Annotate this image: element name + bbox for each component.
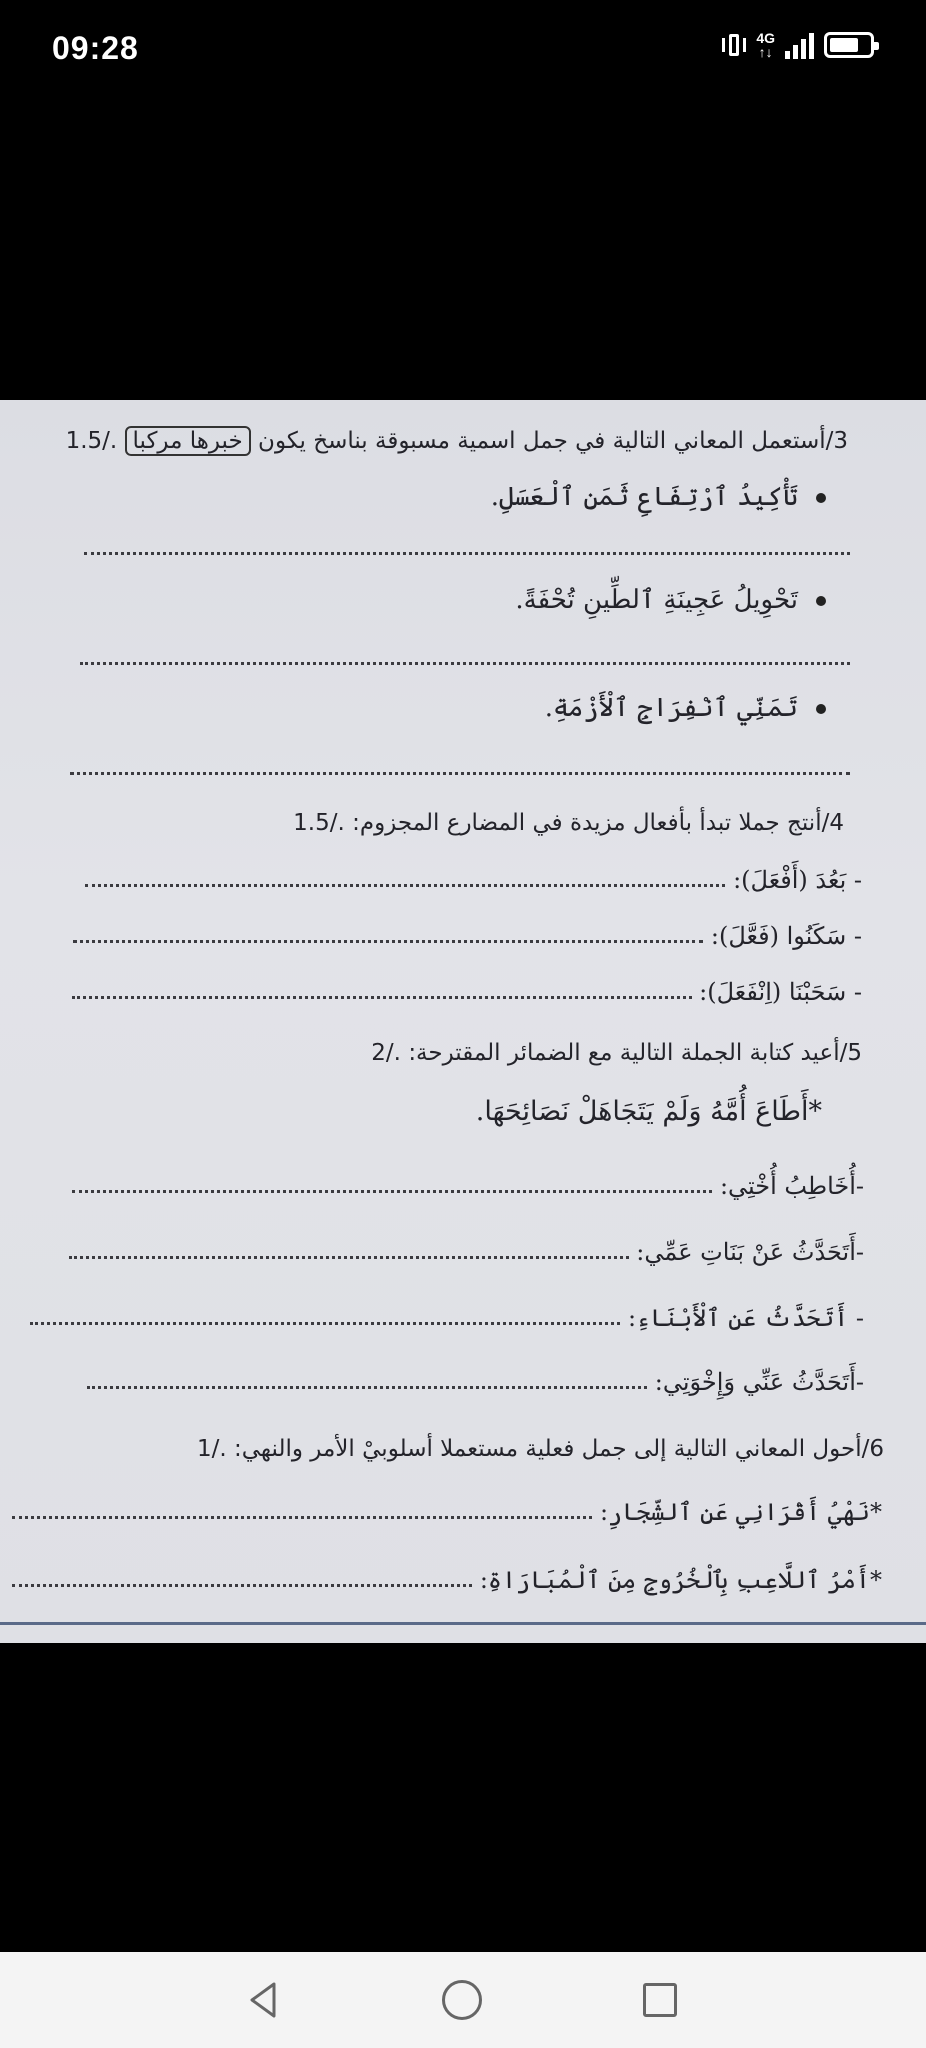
question-3-highlight: خبرها مركبا [125, 426, 251, 456]
q6-item-2 [20, 1566, 882, 1594]
home-icon [442, 1980, 482, 2020]
clock: 09:28 [52, 30, 139, 66]
q5-item-2 [40, 1238, 864, 1266]
q3-item-3 [40, 693, 826, 723]
bullet-icon [816, 596, 826, 606]
answer-line [12, 1577, 472, 1587]
q6-item-2-text: *أَمْرُ ٱللَّاعِبِ بِٱلْخُرُوجِ مِنَ ٱلْمُبَارَاةِ: [479, 1566, 882, 1594]
q3-item-1-text: تَأْكِيدُ ٱرْتِفَاعِ ثَمَنِ ٱلْعَسَلِ. [490, 482, 798, 512]
answer-line [84, 552, 850, 555]
q5-item-3-text: - أَتَحَدَّثُ عَنِ ٱلْأَبْنَاءِ: [628, 1304, 864, 1332]
signal-icon [785, 31, 814, 59]
q4-item-1 [64, 866, 862, 894]
answer-line [12, 1509, 592, 1519]
navigation-bar [0, 1952, 926, 2048]
vibrate-icon [722, 30, 746, 60]
answer-line [72, 1183, 712, 1193]
q5-item-4-text: -أَتَحَدَّثُ عَنِّي وَإِخْوَتِي: [654, 1368, 864, 1396]
question-3-header [65, 428, 848, 454]
q5-item-4 [44, 1368, 864, 1396]
q5-item-1-text: -أُخَاطِبُ أُخْتِي: [719, 1172, 864, 1200]
answer-line [85, 877, 725, 887]
answer-line [30, 1315, 620, 1325]
q5-item-1 [46, 1172, 864, 1200]
question-4-title: 4/أنتج جملا تبدأ بأفعال مزيدة في المضارع المجزوم: [352, 810, 844, 836]
home-button[interactable] [438, 1976, 486, 2024]
q5-sentence: *أَطَاعَ أُمَّهُ وَلَمْ يَتَجَاهَلْ نَصَائِحَهَا. [475, 1096, 822, 1127]
q3-item-2 [40, 585, 826, 615]
bullet-icon [816, 704, 826, 714]
recents-button[interactable] [636, 1976, 684, 2024]
status-icons [722, 30, 874, 60]
back-button[interactable] [240, 1976, 288, 2024]
q4-item-3 [64, 978, 862, 1006]
q3-item-3-text: تَمَنِّي ٱنْفِرَاجِ ٱلْأَزْمَةِ. [544, 693, 798, 723]
answer-line [80, 662, 850, 665]
question-5-header [320, 1040, 862, 1066]
question-5-score: 2/. [371, 1040, 401, 1066]
network-arrows: ↑↓ [758, 44, 773, 60]
page-edge-rule [0, 1622, 926, 1625]
back-icon [240, 1976, 288, 2024]
network-type [756, 31, 775, 59]
question-6-title: 6/أحول المعاني التالية إلى جمل فعلية مستعملا أسلوبيْ الأمر والنهي: [234, 1436, 884, 1462]
question-6-header [100, 1436, 884, 1462]
worksheet [0, 400, 926, 1643]
q3-item-2-text: تَحْوِيلُ عَجِينَةِ ٱلطِّينِ تُحْفَةً. [515, 585, 798, 615]
q4-item-2-text: - سَكَنُوا (فَعَّلَ): [710, 922, 862, 950]
worksheet-photo[interactable] [0, 400, 926, 1643]
question-3-prefix: 3/أستعمل المعاني التالية في جمل اسمية مسبوقة بناسخ يكون [258, 428, 848, 454]
question-4-header [260, 810, 844, 836]
question-5-title: 5/أعيد كتابة الجملة التالية مع الضمائر المقترحة: [408, 1040, 862, 1066]
question-3-score: 1.5/. [65, 428, 118, 454]
answer-line [72, 989, 692, 999]
q6-item-1 [24, 1498, 882, 1526]
answer-line [69, 1249, 629, 1259]
network-label: 4G [756, 30, 775, 46]
question-6-score: 1/. [197, 1436, 227, 1462]
question-4-score: 1.5/. [293, 810, 345, 836]
q5-item-2-text: -أَتَحَدَّثُ عَنْ بَنَاتِ عَمِّي: [636, 1238, 864, 1266]
recents-icon [643, 1983, 677, 2017]
status-bar [0, 0, 926, 96]
q4-item-2 [64, 922, 862, 950]
answer-line [70, 772, 850, 775]
bullet-icon [816, 493, 826, 503]
q6-item-1-text: *نَهْيُ أَقْرَانِي عَنِ ٱلشِّجَارِ: [599, 1498, 882, 1526]
q4-item-1-text: - بَعُدَ (أَفْعَلَ): [733, 866, 862, 894]
answer-line [73, 933, 703, 943]
q3-item-1 [40, 482, 826, 512]
q4-item-3-text: - سَحَبْنَا (اِنْفَعَلَ): [699, 978, 862, 1006]
q5-item-3 [60, 1304, 864, 1332]
battery-icon [824, 32, 874, 58]
answer-line [87, 1379, 647, 1389]
